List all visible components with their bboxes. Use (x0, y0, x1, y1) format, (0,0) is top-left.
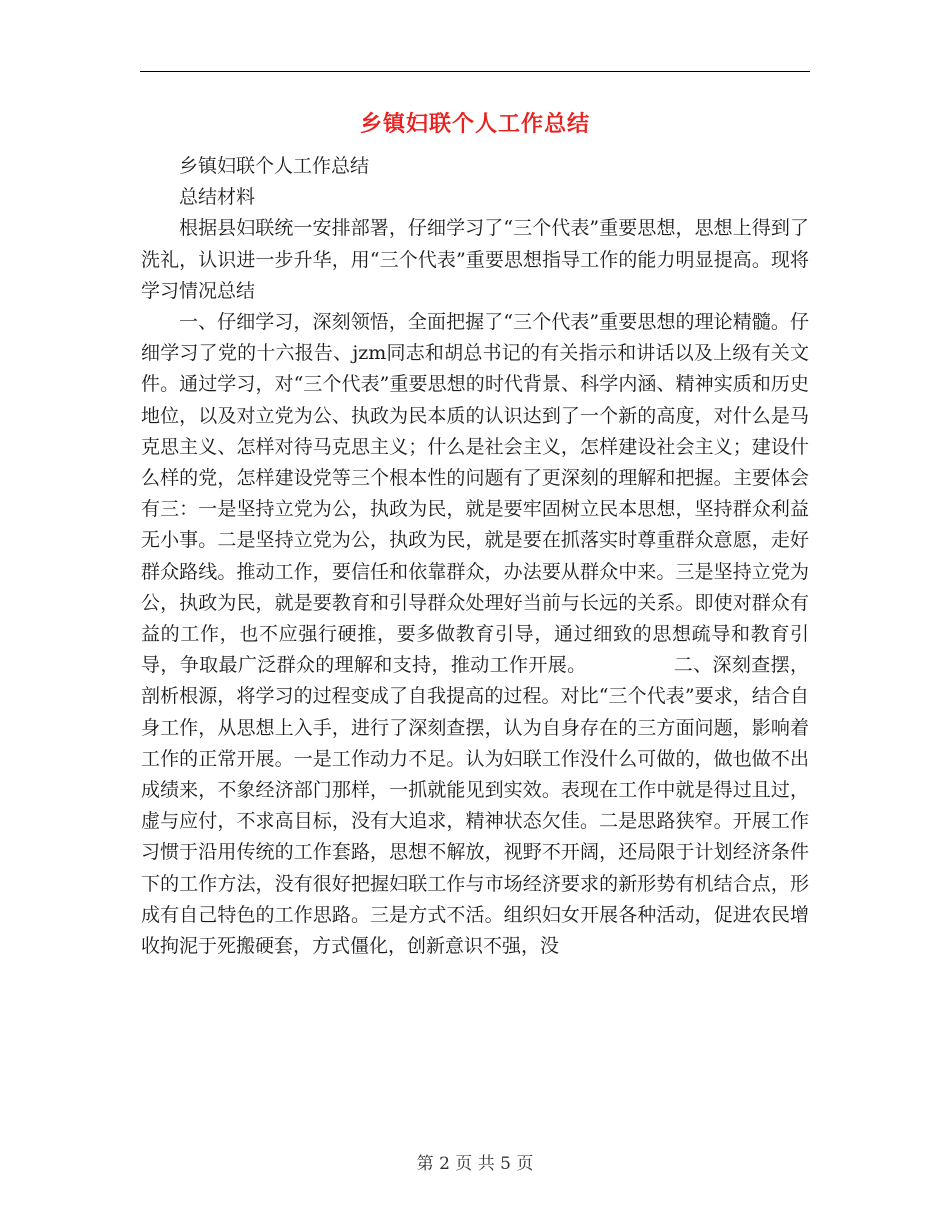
body-paragraph: 总结材料 (179, 186, 256, 209)
document-body (141, 151, 809, 962)
document-title: 乡镇妇联个人工作总结 (359, 111, 590, 137)
body-paragraph: 根据县妇联统一安排部署，仔细学习了“三个代表”重要思想，思想上得到了洗礼，认识进一步升华，用“三个代表”重要思想指导工作的能力明显提高。现将学习情况总结 (141, 217, 809, 302)
page-number: 第 2 页 共 5 页 (416, 1154, 534, 1174)
header-rule (140, 71, 810, 72)
body-paragraph: 一、仔细学习，深刻领悟，全面把握了“三个代表”重要思想的理论精髓。仔细学习了党的十六报告、jzm同志和胡总书记的有关指示和讲话以及上级有关文件。通过学习，对“三个代表”重要思想的时代背景、科学内涵、精神实质和历史地位，以及对立党为公、执政为民本质的认识达到了一个新的高度，对什么是马克思主义、怎样对待马克思主义；什么是社会主义，怎样建设社会主义；建设什么样的党，怎样建设党等三个根本性的问题有了更深刻的理解和把握。主要体会有三：一是坚持立党为公，执政为民，就是要牢固树立民本思想，坚持群众利益无小事。二是坚持立党为公，执政为民，就是要在抓落实时尊重群众意愿，走好群众路线。推动工作，要信任和依靠群众，办法要从群众中来。三是坚持立党为公，执政为民，就是要教育和引导群众处理好当前与长远的关系。即使对群众有益的工作，也不应强行硬推，要多做教育引导，通过细致的思想疏导和教育引导，争取最广泛群众的理解和支持，推动工作开展。 二、深刻查摆，剖析根源，将学习的过程变成了自我提高的过程。对比“三个代表”要求，结合自身工作，从思想上入手，进行了深刻查摆，认为自身存在的三方面问题，影响着工作的正常开展。一是工作动力不足。认为妇联工作没什么可做的，做也做不出成绩来，不象经济部门那样，一抓就能见到实效。表现在工作中就是得过且过，虚与应付，不求高目标，没有大追求，精神状态欠佳。二是思路狭窄。开展工作习惯于沿用传统的工作套路，思想不解放，视野不开阔，还局限于计划经济条件下的工作方法，没有很好把握妇联工作与市场经济要求的新形势有机结合点，形成有自己特色的工作思路。三是方式不活。组织妇女开展各种活动，促进农民增收拘泥于死搬硬套，方式僵化，创新意识不强，没 (141, 311, 809, 958)
body-paragraph: 乡镇妇联个人工作总结 (179, 155, 370, 177)
